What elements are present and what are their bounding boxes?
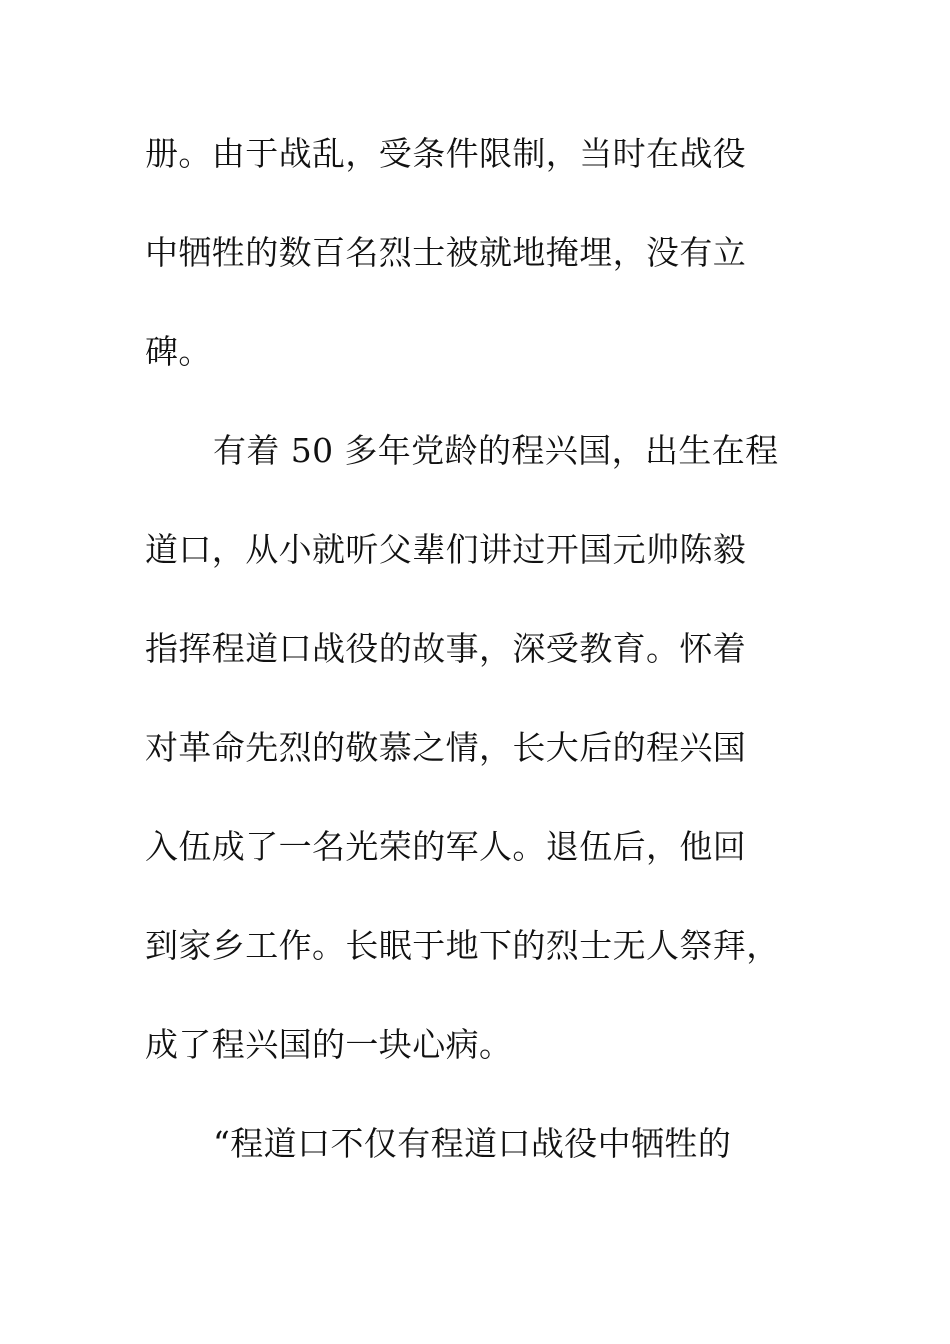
text-line: 到家乡工作。长眠于地下的烈士无人祭拜， bbox=[145, 926, 780, 965]
text-line: 道口，从小就听父辈们讲过开国元帅陈毅 bbox=[145, 530, 747, 569]
text-line: 中牺牲的数百名烈士被就地掩埋，没有立 bbox=[145, 233, 747, 272]
text-line: 成了程兴国的一块心病。 bbox=[145, 1025, 513, 1064]
text-line: 指挥程道口战役的故事，深受教育。怀着 bbox=[145, 629, 747, 668]
text-line: 册。由于战乱，受条件限制，当时在战役 bbox=[145, 134, 747, 173]
text-line: 碑。 bbox=[145, 332, 212, 371]
text-line: 对革命先烈的敬慕之情，长大后的程兴国 bbox=[145, 728, 747, 767]
paragraph-first-line: 有着 50 多年党龄的程兴国，出生在程 bbox=[213, 431, 779, 470]
text-line: 入伍成了一名光荣的军人。退伍后，他回 bbox=[145, 827, 747, 866]
paragraph-first-line: “程道口不仅有程道口战役中牺牲的 bbox=[213, 1124, 732, 1163]
